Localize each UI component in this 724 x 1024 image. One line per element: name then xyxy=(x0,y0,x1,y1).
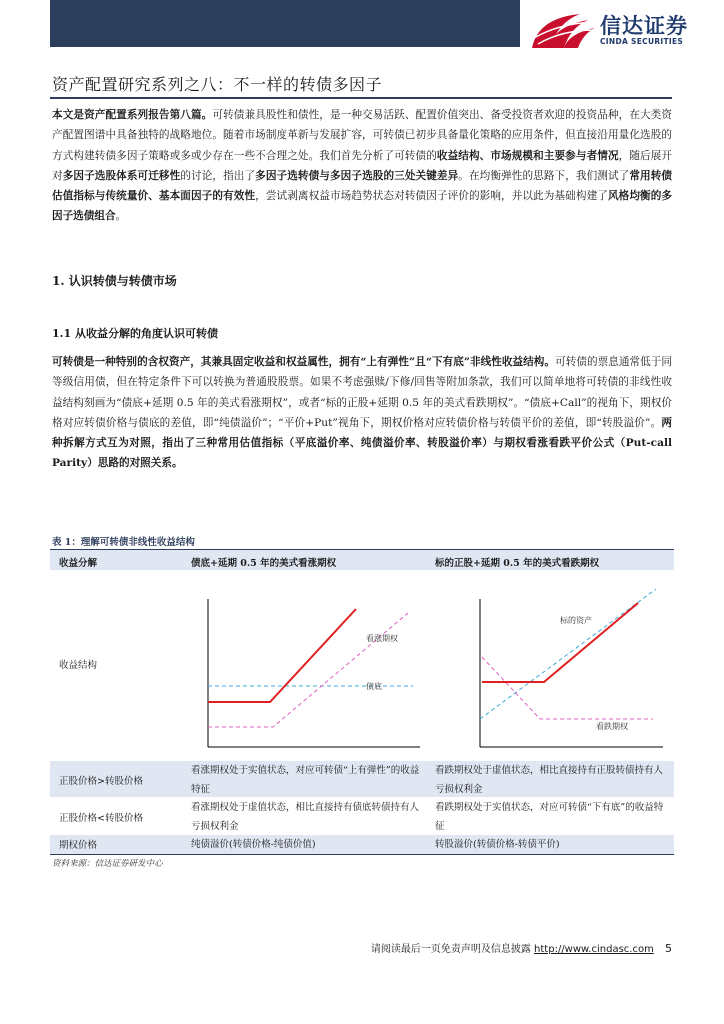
put-option-payoff-line xyxy=(482,657,653,719)
row-label-option-price: 期权价格 xyxy=(59,840,98,851)
table-source-note: 资料来源：信达证券研发中心 xyxy=(52,859,163,869)
put-payoff-chart xyxy=(468,579,668,757)
header-band xyxy=(50,0,520,47)
bond-floor-label: 债底 xyxy=(366,682,382,691)
para2-bold-2: 两种拆解方式互为对照，指出了三种常用估值指标（平底溢价率、纯债溢价率、转股溢价率）与期权看涨看跌平价公式（Put-call Parity）思路的对照关系。 xyxy=(52,416,672,470)
convertible-payoff-line-put-view xyxy=(482,603,638,682)
table-header-call-view: 债底+延期 0.5 年的美式看涨期权 xyxy=(191,558,337,569)
row-cell-put-view: 看跌期权处于虚值状态，相比直接持有正股转债持有人亏损权利金 xyxy=(435,765,664,795)
intro-bold-1: 本文是资产配置系列报告第八篇。 xyxy=(52,109,213,121)
intro-bold-b3: 多因子选转债与多因子选股的三处关键差异 xyxy=(255,169,459,182)
row-cell-call-view: 看涨期权处于实值状态，对应可转债“上有弹性”的收益特征 xyxy=(191,765,420,795)
convertible-payoff-line xyxy=(208,609,356,702)
table-header-decomposition: 收益分解 xyxy=(59,558,98,569)
para2-text-1: 可转债的票息通常低于同等级信用债，但在特定条件下可以转换为普通股股票。如果不考虑强赎/下修/回售等附加条款，我们可以简单地将可转债的非线性收益结构刻画为“债底+延期 0.5 年的美式看涨期权”，或者“标的正股+延期 0.5 年的美式看跌期权”。“债底+Call”的视角下，期权价格对应转债价格与债底的差值，即“纯债溢价”；“平价+Put”视角下，期权价格对应转债价格与转债平价的差值，即“转股溢价”。 xyxy=(52,356,672,429)
payoff-row-label: 收益结构 xyxy=(59,660,98,671)
intro-text-5: 。在均衡弹性的思路下，我们测试了 xyxy=(458,169,630,182)
section-1-1-paragraph xyxy=(52,352,672,474)
intro-bold-b1: 收益结构、市场规模和主要参与者情况 xyxy=(436,149,619,162)
row-cell-put-view: 看跌期权处于实值状态，对应可转债“下有底”的收益特征 xyxy=(435,802,664,832)
table-header-put-view: 标的正股+延期 0.5 年的美式看跌期权 xyxy=(435,558,600,569)
page-footer xyxy=(371,940,672,955)
stock-label: 标的资产 xyxy=(560,616,592,625)
intro-text-7: 。 xyxy=(115,210,127,223)
stock-payoff-line xyxy=(480,589,656,719)
section-1-1-heading: 1.1 从收益分解的角度认识可转债 xyxy=(52,327,218,340)
intro-paragraph xyxy=(52,105,672,227)
logo-cn-text: 信达证券 xyxy=(600,14,688,38)
intro-text-3: ，随后展开对 xyxy=(52,149,673,182)
call-payoff-chart xyxy=(198,579,428,757)
put-option-label: 看跌期权 xyxy=(596,722,628,731)
section-1-heading: 1. 认识转债与转债市场 xyxy=(52,274,177,288)
logo-en-text: CINDA SECURITIES xyxy=(600,37,684,46)
table-row xyxy=(50,761,674,798)
page-number: 5 xyxy=(665,942,672,955)
table-row-payoff-charts xyxy=(50,571,674,761)
row-label-stock-below: 正股价格<转股价格 xyxy=(59,813,143,824)
call-option-payoff-line xyxy=(208,613,408,727)
document-title: 资产配置研究系列之八：不一样的转债多因子 xyxy=(52,75,383,94)
table-header-row xyxy=(50,549,674,571)
title-divider xyxy=(50,97,672,99)
table-title: 表 1：理解可转债非线性收益结构 xyxy=(52,537,195,548)
intro-bold-b5: 风格均衡的多因子选债组合 xyxy=(52,190,673,223)
row-cell-put-view: 转股溢价(转债价格-转债平价) xyxy=(435,839,560,850)
payoff-structure-table xyxy=(50,549,674,855)
row-cell-call-view: 纯债溢价(转债价格-纯债价值) xyxy=(191,839,316,850)
intro-text-6: ，尝试剥离权益市场趋势状态对转债因子评价的影响，并以此为基础构建了 xyxy=(255,190,608,203)
cinda-logo-mark-icon xyxy=(528,8,598,52)
intro-text-4: 的讨论，指出了 xyxy=(180,169,256,182)
cinda-logo xyxy=(528,8,708,52)
intro-bold-b4: 常用转债估值指标与传统量价、基本面因子的有效性 xyxy=(52,169,673,203)
para2-bold-1: 可转债是一种特别的含权资产，其兼具固定收益和权益属性，拥有“上有弹性”且“下有底”非线性收益结构。 xyxy=(52,356,556,368)
table-row xyxy=(50,835,674,855)
footer-url-link[interactable]: http://www.cindasc.com xyxy=(534,944,654,955)
row-label-stock-above: 正股价格>转股价格 xyxy=(59,776,143,787)
call-option-label: 看涨期权 xyxy=(366,634,398,643)
row-cell-call-view: 看涨期权处于虚值状态，相比直接持有债底转债持有人亏损权利金 xyxy=(191,802,420,832)
footer-disclaimer: 请阅读最后一页免责声明及信息披露 xyxy=(370,944,531,955)
intro-bold-b2: 多因子选股体系可迁移性 xyxy=(62,169,181,182)
intro-text-2: 可转债兼具股性和债性，是一种交易活跃、配置价值突出、备受投资者欢迎的投资品种，在大类资产配置图谱中具备独特的战略地位。随着市场制度革新与发展扩容，可转债已初步具备量化策略的应用条件，但直接沿用量化选股的方式构建转债多因子策略或多或少存在一些不合理之处。我们首先分析了可转债的 xyxy=(52,109,673,162)
table-row xyxy=(50,798,674,835)
